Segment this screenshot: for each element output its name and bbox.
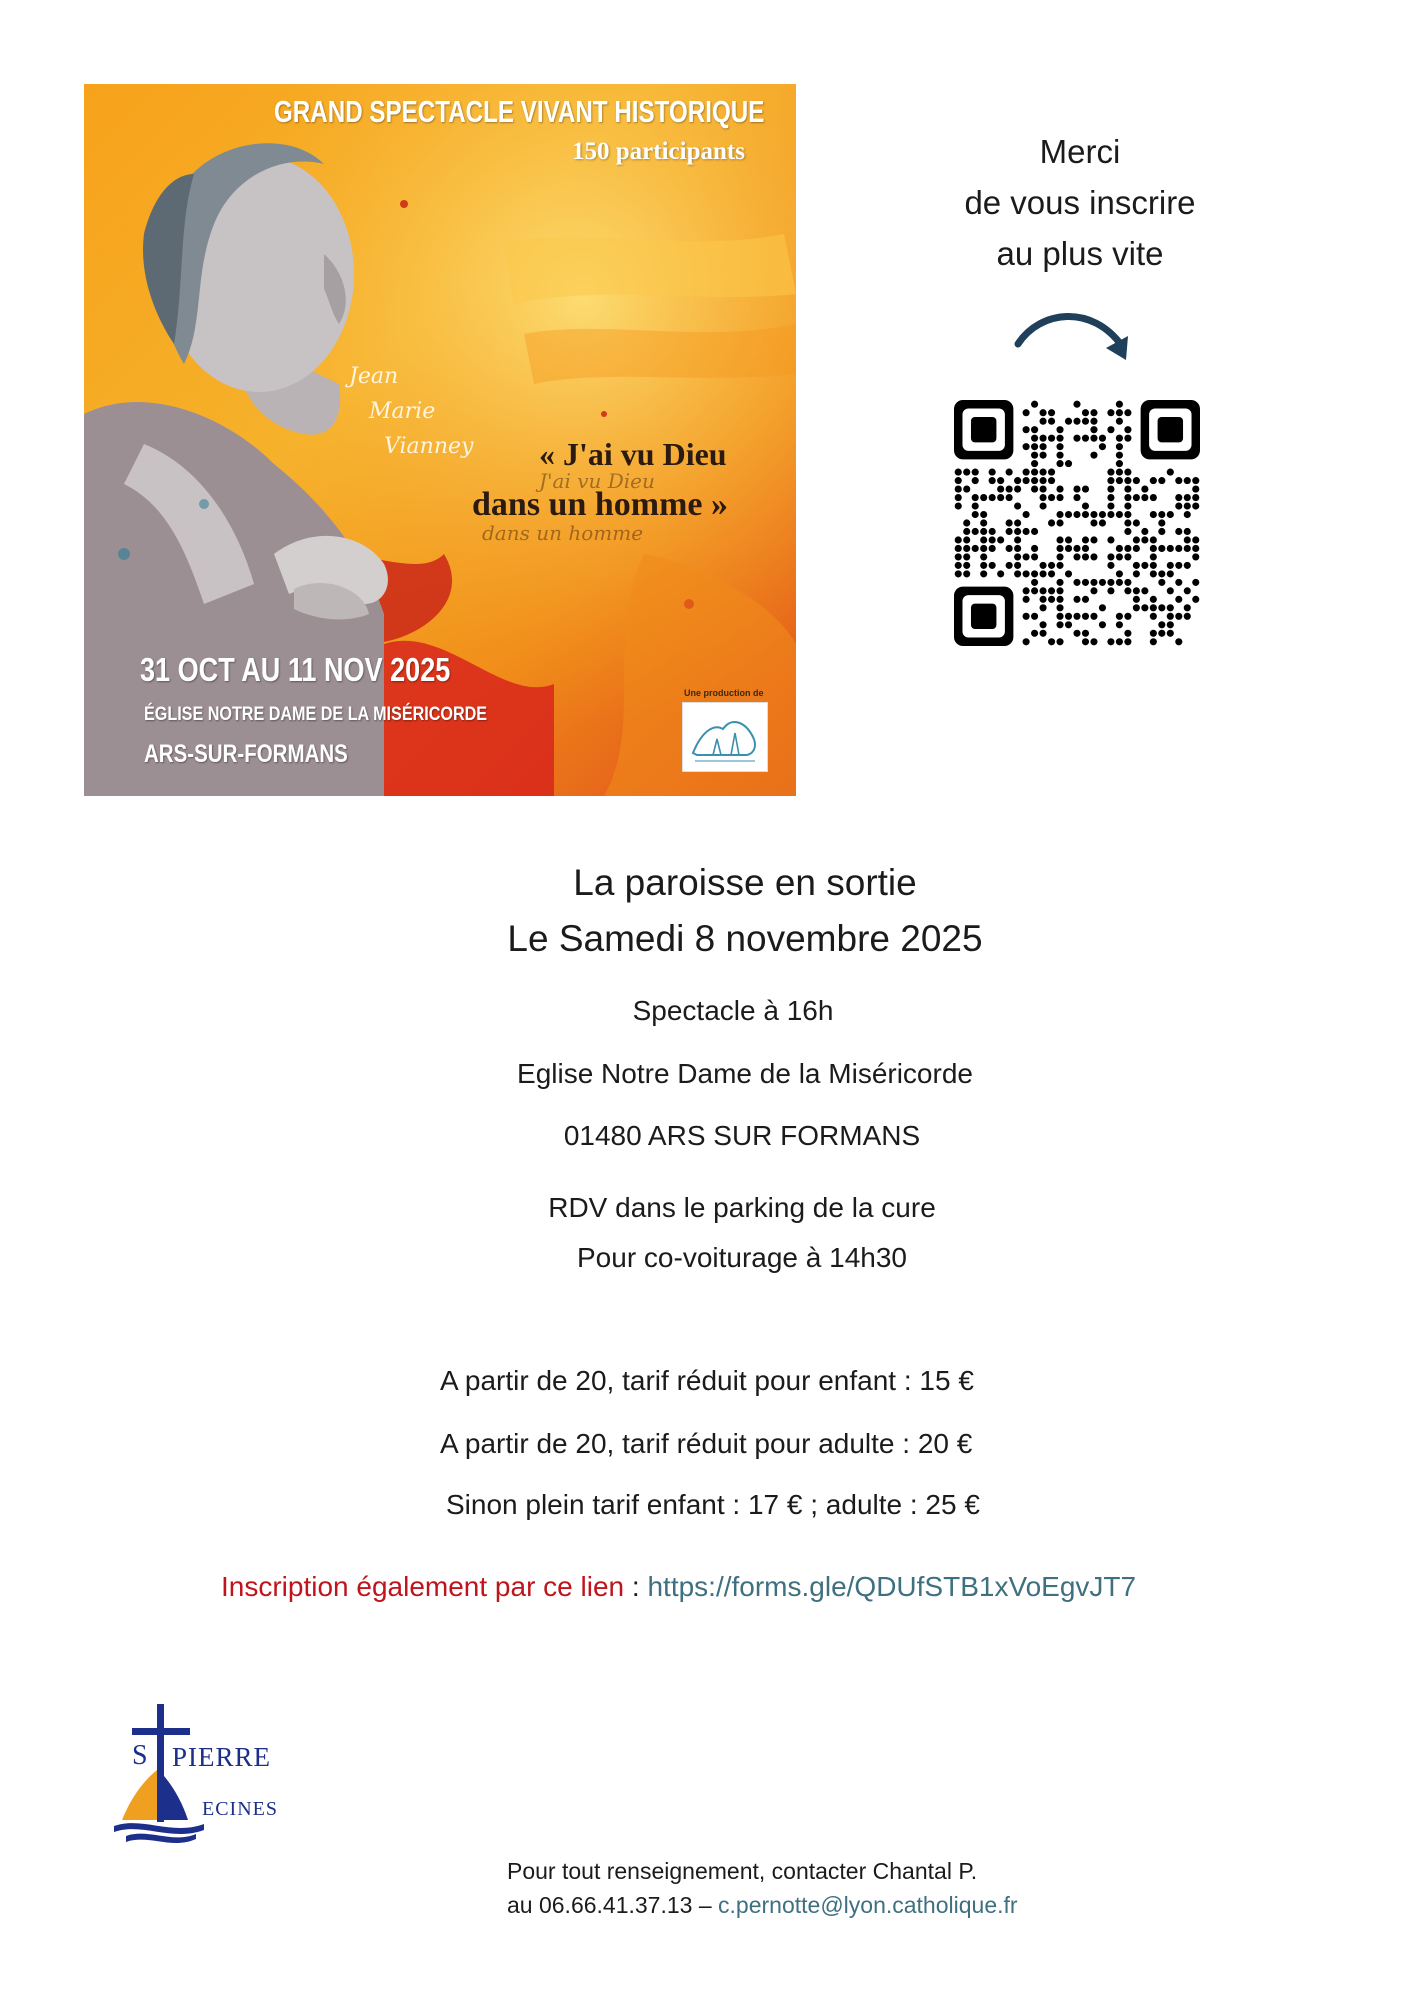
poster-production-label: Une production de [684, 688, 764, 698]
poster-quote-ghost2: dans un homme [482, 521, 644, 545]
contact-phone: au 06.66.41.37.13 – [507, 1892, 719, 1918]
parish-logo-icon [112, 1700, 292, 1860]
curved-arrow-icon [1010, 302, 1140, 372]
production-logo-icon [683, 703, 767, 771]
poster-town: ARS-SUR-FORMANS [144, 740, 348, 768]
qr-code-icon[interactable] [954, 400, 1200, 646]
cta-block [920, 126, 1240, 279]
parish-logo [112, 1700, 292, 1860]
cta-line-3: au plus vite [996, 235, 1164, 272]
poster-quote-line1: « J'ai vu Dieu [539, 436, 727, 472]
poster-name-last: Vianney [384, 434, 474, 459]
registration-line [221, 1571, 1136, 1603]
contact-line-2 [507, 1892, 1018, 1919]
cta-line-2: de vous inscrire [964, 184, 1196, 221]
event-title: La paroisse en sortie [573, 862, 917, 903]
event-poster [84, 84, 796, 796]
price-line-adult-reduced: A partir de 20, tarif réduit pour adulte : 20 € [440, 1428, 973, 1459]
production-logo [682, 702, 768, 772]
parish-logo-letter: S [132, 1740, 148, 1771]
event-address: 01480 ARS SUR FORMANS [563, 1120, 921, 1151]
event-carpool-time: Pour co-voiturage à 14h30 [577, 1242, 907, 1273]
cta-line-1: Merci [1039, 133, 1121, 170]
registration-label: Inscription également par ce lien [221, 1571, 625, 1602]
parish-logo-name: PIERRE [172, 1742, 272, 1772]
poster-participants: 150 participants [572, 138, 745, 165]
event-venue: Eglise Notre Dame de la Miséricorde [517, 1058, 973, 1089]
event-date: Le Samedi 8 novembre 2025 [507, 918, 983, 959]
event-time: Spectacle à 16h [632, 995, 834, 1026]
event-meeting-point: RDV dans le parking de la cure [548, 1192, 936, 1223]
registration-link[interactable]: https://forms.gle/QDUfSTB1xVoEgvJT7 [647, 1571, 1137, 1602]
poster-quote-line2: dans un homme » [472, 486, 729, 523]
parish-logo-place: ECINES [202, 1798, 278, 1820]
poster-church: ÉGLISE NOTRE DAME DE LA MISÉRICORDE [144, 704, 488, 725]
contact-email-link[interactable]: c.pernotte@lyon.catholique.fr [718, 1892, 1018, 1918]
price-line-child-reduced: A partir de 20, tarif réduit pour enfant : 15 € [440, 1365, 974, 1396]
poster-headline: GRAND SPECTACLE VIVANT HISTORIQUE [274, 94, 765, 129]
poster-quote-ghost1: J'ai vu Dieu [539, 469, 655, 493]
registration-separator: : [624, 1571, 648, 1602]
poster-dates: 31 OCT AU 11 NOV 2025 [140, 651, 451, 688]
poster-name-middle: Marie [369, 399, 436, 424]
poster-name-first: Jean [349, 364, 399, 389]
price-line-full: Sinon plein tarif enfant : 17 € ; adulte : 25 € [446, 1489, 980, 1520]
contact-line-1: Pour tout renseignement, contacter Chantal P. [507, 1858, 978, 1884]
